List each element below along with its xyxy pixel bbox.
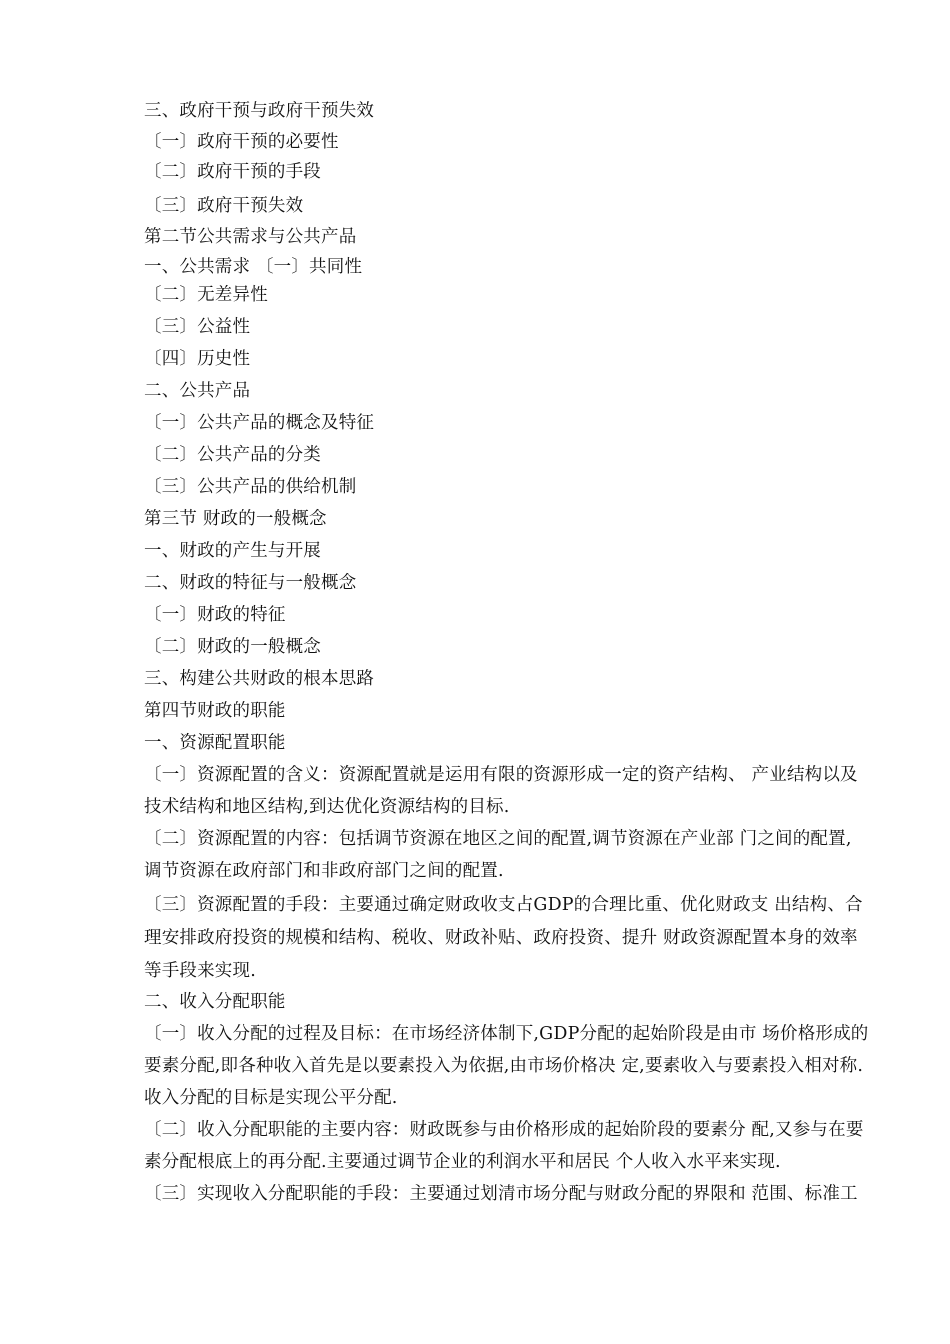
text-line: 〔一〕公共产品的概念及特征 — [144, 413, 375, 433]
text-line: 〔二〕公共产品的分类 — [144, 445, 321, 465]
text-line: 二、财政的特征与一般概念 — [144, 573, 357, 593]
text-line: 〔二〕财政的一般概念 — [144, 637, 321, 657]
paragraph-line: 技术结构和地区结构,到达优化资源结构的目标. — [144, 797, 510, 817]
text-line: 一、财政的产生与开展 — [144, 541, 321, 561]
text-line: 〔三〕公益性 — [144, 317, 251, 337]
section-heading-2: 第二节公共需求与公共产品 — [144, 227, 357, 247]
heading-government-intervention: 三、政府干预与政府干预失效 — [144, 101, 375, 121]
paragraph-line: 收入分配的目标是实现公平分配. — [144, 1088, 398, 1108]
text-line: 一、资源配置职能 — [144, 733, 286, 753]
text-line: 一、公共需求 〔一〕共同性 — [144, 257, 363, 277]
paragraph-line: 〔二〕资源配置的内容：包括调节资源在地区之间的配置,调节资源在产业部 门之间的配置, — [144, 829, 852, 849]
paragraph-line: 调节资源在政府部门和非政府部门之间的配置. — [144, 861, 504, 881]
paragraph-line: 〔一〕收入分配的过程及目标：在市场经济体制下,GDP分配的起始阶段是由市 场价格形成的 — [144, 1024, 869, 1044]
text-line: 二、收入分配职能 — [144, 992, 286, 1012]
text-line: 三、构建公共财政的根本思路 — [144, 669, 375, 689]
text-line: 〔一〕财政的特征 — [144, 605, 286, 625]
paragraph-line: 等手段来实现. — [144, 961, 256, 981]
paragraph-line: 〔三〕资源配置的手段：主要通过确定财政收支占GDP的合理比重、优化财政支 出结构、合 — [144, 895, 863, 915]
text-line: 〔三〕公共产品的供给机制 — [144, 477, 357, 497]
paragraph-line: 〔一〕资源配置的含义：资源配置就是运用有限的资源形成一定的资产结构、 产业结构以及 — [144, 765, 858, 785]
text-line: 二、公共产品 — [144, 381, 251, 401]
paragraph-line: 要素分配,即各种收入首先是以要素投入为依据,由市场价格决 定,要素收入与要素投入相对称. — [144, 1056, 864, 1076]
text-line: 〔四〕历史性 — [144, 349, 251, 369]
text-line: 〔二〕政府干预的手段 — [144, 162, 321, 182]
text-line: 〔一〕政府干预的必要性 — [144, 132, 339, 152]
paragraph-line: 理安排政府投资的规模和结构、税收、财政补贴、政府投资、提升 财政资源配置本身的效率 — [144, 928, 858, 948]
text-line: 〔三〕政府干预失效 — [144, 196, 304, 216]
text-line: 〔二〕无差异性 — [144, 285, 268, 305]
paragraph-line: 〔二〕收入分配职能的主要内容：财政既参与由价格形成的起始阶段的要素分 配,又参与在要 — [144, 1120, 864, 1140]
paragraph-line: 〔三〕实现收入分配职能的手段：主要通过划清市场分配与财政分配的界限和 范围、标准工 — [144, 1184, 858, 1204]
section-heading-3: 第三节 财政的一般概念 — [144, 509, 327, 529]
section-heading-4: 第四节财政的职能 — [144, 701, 286, 721]
paragraph-line: 素分配根底上的再分配.主要通过调节企业的利润水平和居民 个人收入水平来实现. — [144, 1152, 781, 1172]
